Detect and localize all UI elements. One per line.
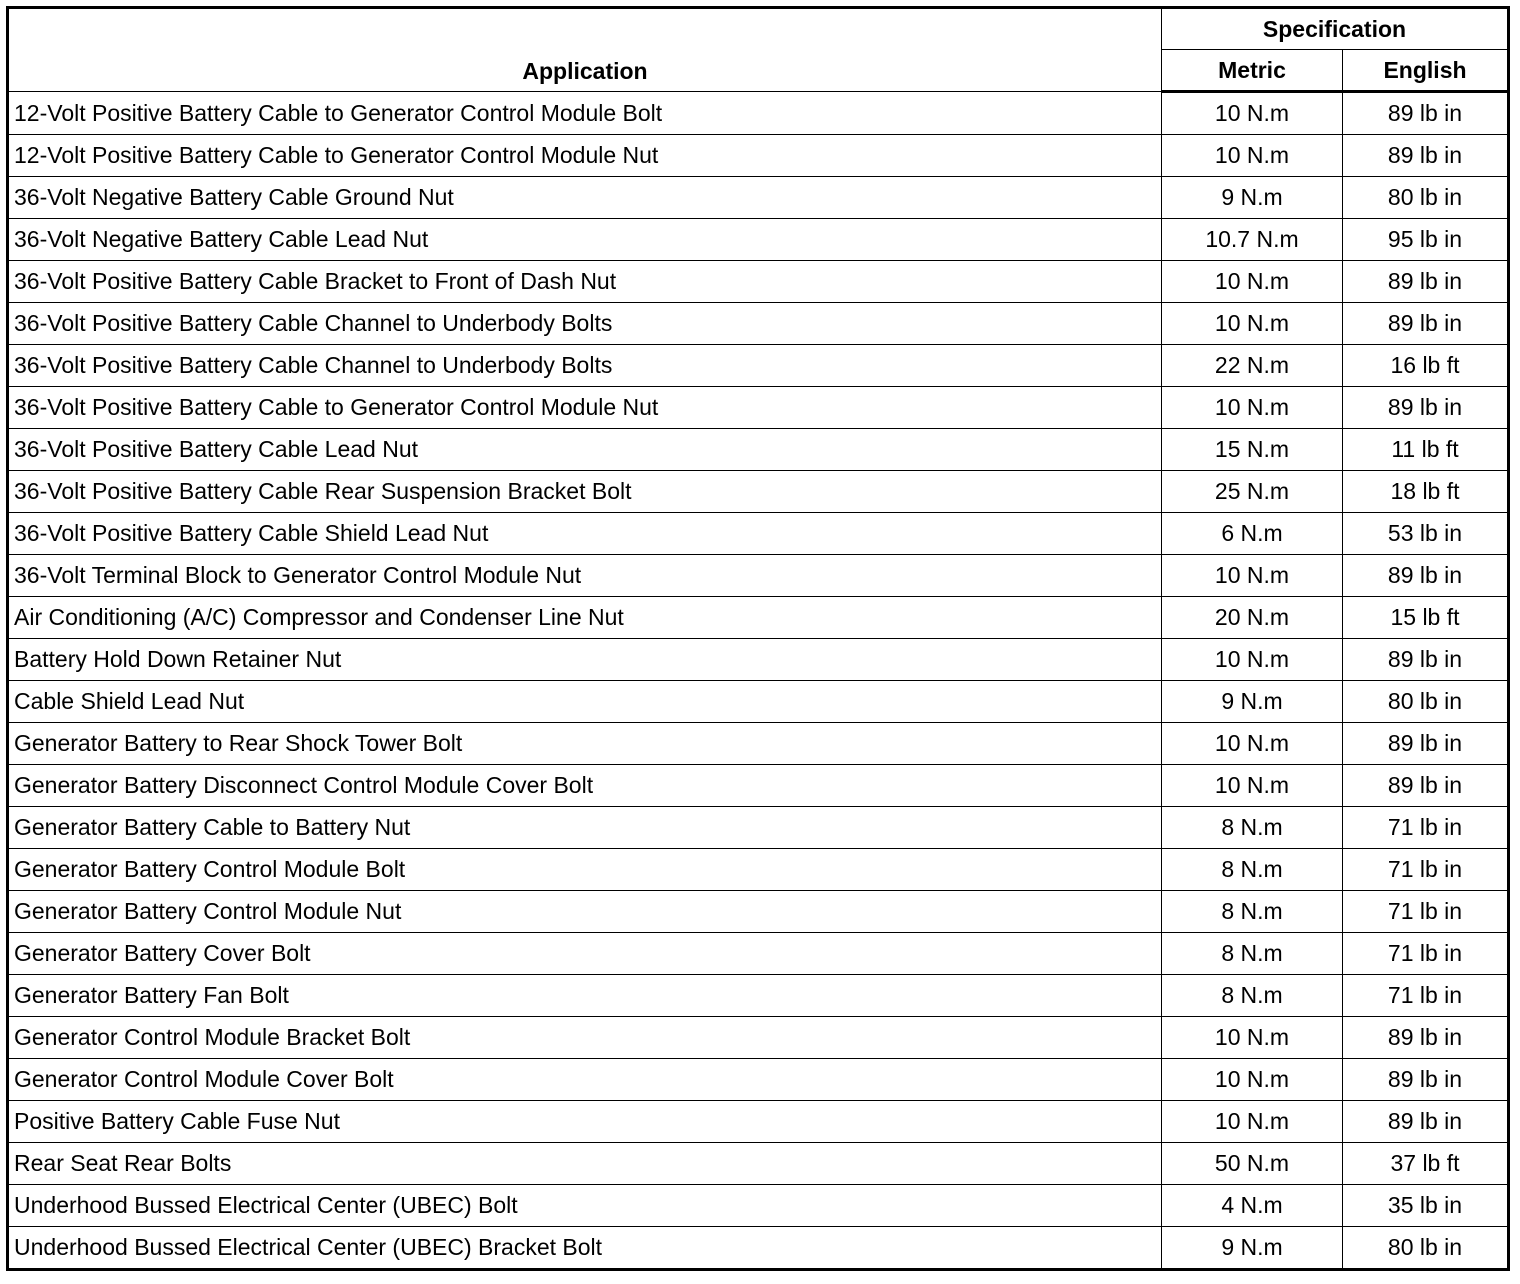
table-row [8,1143,1509,1185]
english-value-cell: 89 lb in [1343,555,1509,597]
metric-value-cell: 10 N.m [1162,303,1343,345]
english-value-cell: 89 lb in [1343,135,1509,177]
table-row [8,723,1509,765]
metric-value-cell: 8 N.m [1162,975,1343,1017]
fastener-specification-table [6,6,1510,1271]
table-row [8,1101,1509,1143]
metric-value-cell: 10 N.m [1162,387,1343,429]
english-value-cell: 89 lb in [1343,303,1509,345]
table-row [8,135,1509,177]
application-cell: 12-Volt Positive Battery Cable to Generator Control Module Nut [8,135,1162,177]
application-cell: Generator Battery Cover Bolt [8,933,1162,975]
table-row [8,1059,1509,1101]
application-cell: 36-Volt Positive Battery Cable Shield Lead Nut [8,513,1162,555]
header-row-top [8,8,1509,50]
english-value-cell: 35 lb in [1343,1185,1509,1227]
application-cell: Air Conditioning (A/C) Compressor and Condenser Line Nut [8,597,1162,639]
english-value-cell: 89 lb in [1343,765,1509,807]
application-cell: Positive Battery Cable Fuse Nut [8,1101,1162,1143]
table-row [8,1017,1509,1059]
table-row [8,92,1509,135]
application-column-header: Application [8,8,1162,92]
application-cell: Generator Battery Control Module Bolt [8,849,1162,891]
english-value-cell: 80 lb in [1343,1227,1509,1270]
table-row [8,891,1509,933]
metric-value-cell: 10 N.m [1162,135,1343,177]
table-row [8,807,1509,849]
table-row [8,429,1509,471]
application-cell: 12-Volt Positive Battery Cable to Generator Control Module Bolt [8,92,1162,135]
english-value-cell: 11 lb ft [1343,429,1509,471]
table-row [8,219,1509,261]
table-row [8,1227,1509,1270]
metric-value-cell: 10 N.m [1162,1101,1343,1143]
application-cell: 36-Volt Positive Battery Cable to Generator Control Module Nut [8,387,1162,429]
english-value-cell: 71 lb in [1343,933,1509,975]
english-value-cell: 71 lb in [1343,891,1509,933]
metric-value-cell: 9 N.m [1162,681,1343,723]
application-cell: 36-Volt Positive Battery Cable Channel to Underbody Bolts [8,345,1162,387]
metric-value-cell: 10 N.m [1162,639,1343,681]
metric-value-cell: 10 N.m [1162,261,1343,303]
table-row [8,555,1509,597]
application-cell: 36-Volt Positive Battery Cable Lead Nut [8,429,1162,471]
application-cell: Underhood Bussed Electrical Center (UBEC) Bracket Bolt [8,1227,1162,1270]
metric-value-cell: 8 N.m [1162,849,1343,891]
table-row [8,177,1509,219]
metric-value-cell: 9 N.m [1162,1227,1343,1270]
specification-group-header: Specification [1162,8,1509,50]
english-value-cell: 89 lb in [1343,387,1509,429]
metric-value-cell: 4 N.m [1162,1185,1343,1227]
table-header [8,8,1509,92]
application-cell: Generator Battery Disconnect Control Module Cover Bolt [8,765,1162,807]
english-value-cell: 18 lb ft [1343,471,1509,513]
english-value-cell: 89 lb in [1343,639,1509,681]
english-value-cell: 89 lb in [1343,723,1509,765]
metric-value-cell: 50 N.m [1162,1143,1343,1185]
metric-value-cell: 10 N.m [1162,765,1343,807]
table-row [8,513,1509,555]
metric-value-cell: 6 N.m [1162,513,1343,555]
metric-value-cell: 8 N.m [1162,891,1343,933]
table-row [8,345,1509,387]
table-row [8,303,1509,345]
english-value-cell: 53 lb in [1343,513,1509,555]
application-cell: 36-Volt Positive Battery Cable Bracket to Front of Dash Nut [8,261,1162,303]
english-value-cell: 16 lb ft [1343,345,1509,387]
english-value-cell: 37 lb ft [1343,1143,1509,1185]
table-row [8,1185,1509,1227]
table-row [8,387,1509,429]
application-cell: 36-Volt Negative Battery Cable Lead Nut [8,219,1162,261]
application-cell: 36-Volt Positive Battery Cable Rear Suspension Bracket Bolt [8,471,1162,513]
english-value-cell: 80 lb in [1343,177,1509,219]
english-value-cell: 15 lb ft [1343,597,1509,639]
english-value-cell: 71 lb in [1343,849,1509,891]
application-cell: Generator Control Module Cover Bolt [8,1059,1162,1101]
english-value-cell: 89 lb in [1343,1101,1509,1143]
metric-value-cell: 10 N.m [1162,1059,1343,1101]
english-value-cell: 71 lb in [1343,975,1509,1017]
table-row [8,681,1509,723]
english-value-cell: 89 lb in [1343,261,1509,303]
table-row [8,933,1509,975]
application-cell: Battery Hold Down Retainer Nut [8,639,1162,681]
english-value-cell: 95 lb in [1343,219,1509,261]
metric-value-cell: 10 N.m [1162,92,1343,135]
application-cell: 36-Volt Negative Battery Cable Ground Nut [8,177,1162,219]
application-cell: Cable Shield Lead Nut [8,681,1162,723]
table-row [8,639,1509,681]
metric-value-cell: 8 N.m [1162,933,1343,975]
application-cell: Rear Seat Rear Bolts [8,1143,1162,1185]
metric-value-cell: 10 N.m [1162,1017,1343,1059]
english-value-cell: 71 lb in [1343,807,1509,849]
application-cell: Generator Battery Fan Bolt [8,975,1162,1017]
metric-value-cell: 9 N.m [1162,177,1343,219]
application-cell: Generator Battery Control Module Nut [8,891,1162,933]
english-value-cell: 80 lb in [1343,681,1509,723]
metric-value-cell: 10 N.m [1162,555,1343,597]
application-cell: 36-Volt Positive Battery Cable Channel to Underbody Bolts [8,303,1162,345]
english-value-cell: 89 lb in [1343,1059,1509,1101]
metric-value-cell: 15 N.m [1162,429,1343,471]
application-cell: Generator Battery Cable to Battery Nut [8,807,1162,849]
english-value-cell: 89 lb in [1343,92,1509,135]
table-row [8,597,1509,639]
application-cell: Generator Battery to Rear Shock Tower Bolt [8,723,1162,765]
application-cell: 36-Volt Terminal Block to Generator Control Module Nut [8,555,1162,597]
metric-value-cell: 10.7 N.m [1162,219,1343,261]
table-row [8,765,1509,807]
table-body [8,92,1509,1270]
metric-value-cell: 20 N.m [1162,597,1343,639]
metric-value-cell: 25 N.m [1162,471,1343,513]
application-cell: Underhood Bussed Electrical Center (UBEC) Bolt [8,1185,1162,1227]
table-row [8,261,1509,303]
english-column-header: English [1343,50,1509,92]
metric-column-header: Metric [1162,50,1343,92]
metric-value-cell: 10 N.m [1162,723,1343,765]
table-row [8,849,1509,891]
english-value-cell: 89 lb in [1343,1017,1509,1059]
application-cell: Generator Control Module Bracket Bolt [8,1017,1162,1059]
table-row [8,471,1509,513]
metric-value-cell: 8 N.m [1162,807,1343,849]
table-row [8,975,1509,1017]
metric-value-cell: 22 N.m [1162,345,1343,387]
